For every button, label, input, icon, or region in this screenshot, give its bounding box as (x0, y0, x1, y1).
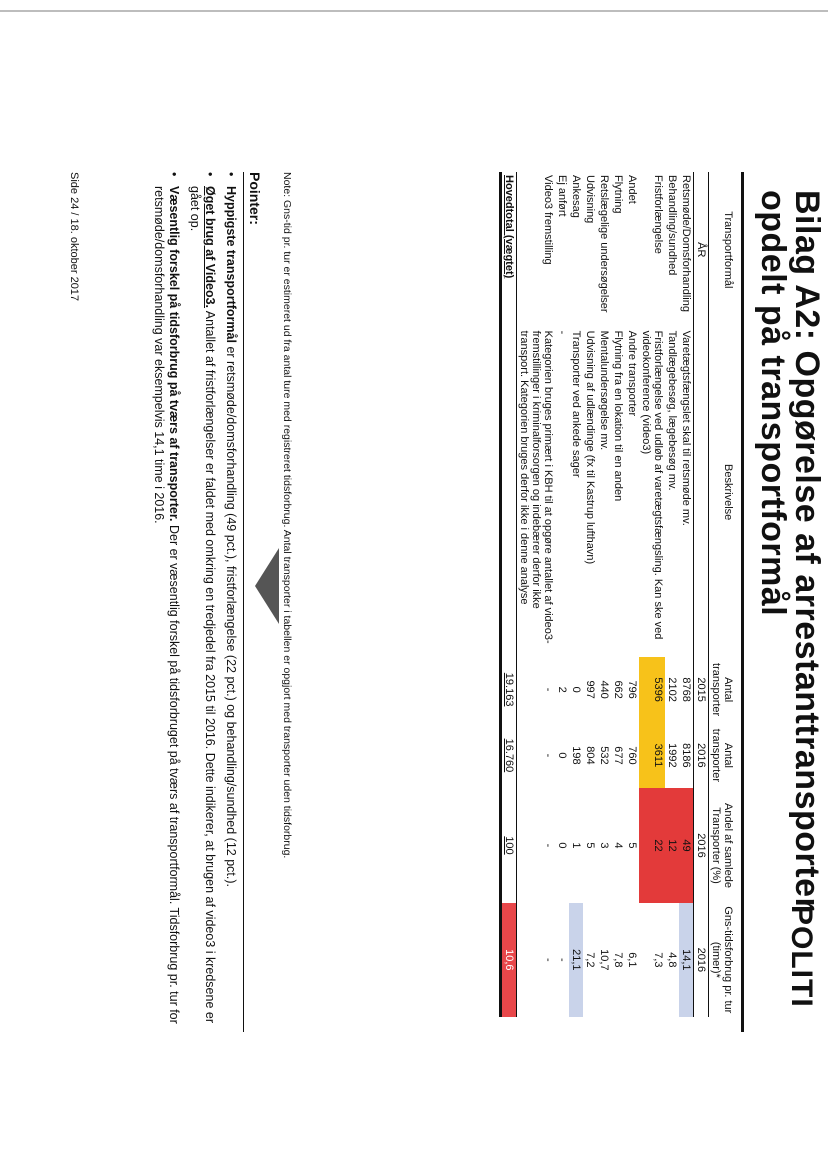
cell-purpose: Andet (626, 175, 638, 204)
cell-share: 0 (556, 842, 568, 849)
cell-avg-time: - (556, 958, 568, 962)
cell-count-2016: 0 (556, 752, 568, 759)
pointer-heading: Pointer: (247, 172, 263, 225)
cell-purpose: Fristforlængelse (652, 175, 664, 254)
cell-count-2015: 796 (626, 680, 638, 699)
bullet-item (187, 172, 217, 1032)
cell-avg-time: 7,3 (652, 952, 664, 968)
cell-share: 49 (679, 788, 694, 902)
cell-count-2015: 0 (570, 686, 582, 693)
cell-description: Varetægtsfængslet skal til retsmøde mv. (680, 330, 692, 526)
cell-count-2016: 8186 (680, 743, 692, 768)
politi-logo: POLITI (785, 905, 818, 1008)
cell-count-2016: 532 (598, 746, 610, 765)
table-row (583, 172, 597, 1017)
bullet-bold: Øget brug af Video3. (203, 186, 217, 309)
cell-count-2016: 760 (626, 746, 638, 765)
table-row (517, 172, 556, 1017)
bullet-item (151, 172, 181, 1032)
cell-count-2015: 440 (598, 680, 610, 699)
cell-avg-time: - (542, 958, 554, 962)
cell-description: Tandlægebesøg, lægebesøg mv. (666, 330, 678, 491)
table-row (611, 172, 625, 1017)
header-avg-time: Gns-tidsforbrug pr. tur (timer)* (710, 906, 734, 1014)
cell-count-2015: 997 (584, 680, 596, 699)
cell-description: Transporter ved ankede sager (570, 330, 582, 478)
table-row-total (501, 172, 517, 1017)
down-arrow-icon (255, 548, 279, 624)
cell-purpose: Flytning (612, 175, 624, 214)
header-share: Andel af samlede Transporter (%) (710, 802, 734, 888)
cell-count-2015: 5396 (639, 657, 665, 723)
header-year-2016-b: 2016 (695, 833, 707, 858)
cell-purpose: Video3 fremstilling (542, 175, 554, 265)
cell-description: - (556, 330, 568, 335)
cell-count-2015: 662 (612, 680, 624, 699)
transport-table (499, 172, 735, 1017)
cell-description (501, 328, 517, 657)
cell-share: 1 (570, 842, 582, 849)
header-count-2016: Antal transporter (710, 728, 734, 782)
cell-description: Andre transporter (626, 330, 638, 417)
cell-count-2015: - (542, 687, 554, 692)
header-year-label: ÅR (695, 242, 707, 258)
bullet-item (223, 172, 238, 1032)
header-description: Beskrivelse (722, 464, 734, 521)
cell-purpose: Hovedtotal (vægtet) (503, 175, 515, 279)
cell-count-2015: 19.163 (503, 672, 515, 707)
cell-count-2016: 16.760 (503, 738, 515, 773)
cell-share: 5 (584, 842, 596, 849)
header-year-2016-c: 2016 (695, 947, 707, 973)
bullet-text: er retsmøde/domsforhandling (49 pct.), fristforlængelse (22 pct.) og behandling/sundhed (12 pct.). (224, 342, 238, 887)
cell-share: 5 (626, 842, 638, 849)
header-purpose: Transportformål (722, 211, 734, 289)
header-year-2016-a: 2016 (695, 743, 707, 768)
cell-avg-time: 14,1 (679, 903, 694, 1017)
table-row (555, 172, 569, 1017)
cell-avg-time: 7,2 (584, 952, 596, 968)
bullet-text: Antallet af fristforlængelser er faldet med omkring en tredjedel fra 2015 til 2016. Dette indikerer, at brugen af video3 i kredsene er gået op. (188, 186, 217, 1023)
table-row (665, 172, 679, 1017)
cell-purpose: Udvisning (584, 175, 596, 224)
cell-count-2016: 677 (612, 746, 624, 765)
cell-share: 100 (503, 836, 515, 855)
cell-avg-time: 6,1 (626, 952, 638, 968)
cell-count-2016: 1992 (666, 743, 678, 768)
title-rule (741, 172, 744, 1032)
cell-description: Flytning fra en lokation til en anden (612, 330, 624, 502)
bullet-text: Der er væsentlig forskel på tidsforbruget på tværs af transportformål. Tidsforbrug pr. tur for retsmøde/domsforhandling var eksempelvis 14,1 time i 2016. (152, 186, 181, 1024)
cell-count-2015: 2102 (666, 677, 678, 702)
cell-description: Mentalundersøgelse mv. (598, 330, 610, 451)
cell-avg-time: 21,1 (569, 903, 583, 1017)
header-count-2015: Antal transporter (710, 663, 734, 717)
cell-count-2015: 2 (556, 686, 568, 693)
cell-count-2016: 804 (584, 746, 596, 765)
cell-purpose: Retslægelige undersøgelser (598, 175, 610, 313)
cell-description: Kategorien bruges primært i KBH til at opgøre antallet af video3-fremstillinger i kriminalforsorgen og indebærer derfor ikke transport. Kategorien bruges derfor ikke i denne analyse (518, 330, 554, 644)
bullet-list (145, 172, 238, 1032)
bullet-bold: Væsentlig forskel på tidsforbrug på tværs af transporter. (167, 186, 181, 522)
cell-description: Fristforlængelse ved udløb af varetægtsfængsling. Kan ske ved videokonference (video3) (640, 330, 664, 640)
cell-avg-time: 10,7 (598, 949, 610, 971)
cell-count-2016: 198 (570, 746, 582, 765)
table-note: Note: Gns-tid pr. tur er estimeret ud fra antal ture med registreret tidsforbrug. Antal transporter i tabellen er opgjort med transporter uden tidsforbrug. (281, 172, 293, 859)
cell-share: 12 (665, 788, 679, 902)
cell-avg-time: 10,6 (501, 903, 517, 1017)
table-row (679, 172, 694, 1017)
cell-avg-time: 4,8 (666, 952, 678, 968)
cell-purpose: Behandling/sundhed (666, 175, 678, 276)
cell-count-2016: - (542, 753, 554, 758)
cell-share: 4 (612, 842, 624, 849)
cell-avg-time: 7,8 (612, 952, 624, 968)
cell-count-2016: 3611 (639, 723, 665, 789)
table-row (597, 172, 611, 1017)
header-blank (694, 328, 709, 657)
page-footer: Side 24 / 18. oktober 2017 (68, 172, 80, 302)
cell-share: - (542, 843, 554, 848)
cell-purpose: Ej anført (556, 175, 568, 217)
table-row (569, 172, 583, 1017)
cell-share: 3 (598, 842, 610, 849)
page-title: Bilag A2: Opgørelse af arrestanttransporter opdelt på transportformål (754, 190, 826, 912)
table-row (639, 172, 665, 1017)
cell-description: Udvisning af udlændinge (fx til Kastrup lufthavn) (584, 330, 596, 565)
pointer-rule (243, 172, 244, 1032)
cell-purpose: Ankesag (570, 175, 582, 218)
cell-count-2015: 8768 (680, 677, 692, 702)
cell-purpose: Retsmøde/Domsforhandling (680, 175, 692, 312)
table-row (625, 172, 639, 1017)
header-year-2015: 2015 (695, 677, 707, 702)
cell-share: 22 (639, 788, 665, 902)
bullet-bold: Hyppigste transportformål (224, 186, 238, 343)
